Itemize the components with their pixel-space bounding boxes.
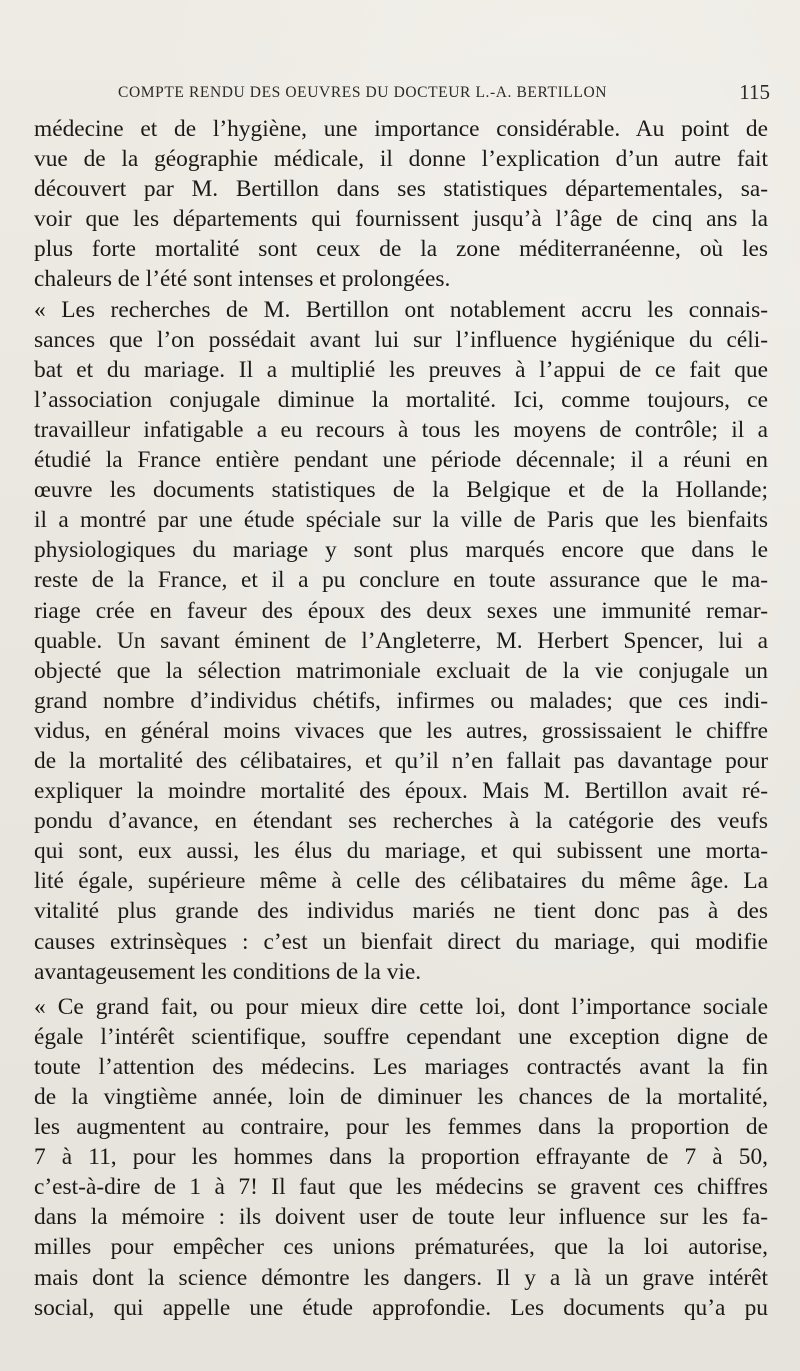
text-line: de la mortalité des célibataires, et qu’il n’en fallait pas davantage pour xyxy=(34,747,768,774)
text-line: étudié la France entière pendant une période décennale; il a réuni en xyxy=(34,447,768,474)
text-line: il a montré par une étude spéciale sur la ville de Paris que les bienfaits xyxy=(34,507,768,534)
text-line: œuvre les documents statistiques de la Belgique et de la Hollande; xyxy=(34,477,768,504)
page-number: 115 xyxy=(739,80,770,104)
text-line: social, qui appelle une étude approfondie. Les documents qu’a pu xyxy=(34,1294,768,1321)
text-line: physiologiques du mariage y sont plus marqués encore que dans le xyxy=(34,537,768,564)
text-line: vitalité plus grande des individus mariés ne tient donc pas à des xyxy=(34,898,768,925)
text-line: quable. Un savant éminent de l’Angleterre, M. Herbert Spencer, lui a xyxy=(34,627,768,654)
text-line: voir que les départements qui fournissent jusqu’à l’âge de cinq ans la xyxy=(34,206,768,233)
running-title: COMPTE RENDU DES OEUVRES DU DOCTEUR L.-A. BERTILLON xyxy=(118,84,608,101)
body-text xyxy=(34,114,768,1323)
text-line: c’est-à-dire de 1 à 7! Il faut que les médecins se gravent ces chiffres xyxy=(34,1174,768,1201)
paragraph xyxy=(34,114,768,295)
text-line: l’association conjugale diminue la mortalité. Ici, comme toujours, ce xyxy=(34,386,768,413)
text-line: égale l’intérêt scientifique, souffre cependant une exception digne de xyxy=(34,1023,768,1050)
text-line: bat et du mariage. Il a multiplié les preuves à l’appui de ce fait que xyxy=(34,356,768,383)
text-line: de la vingtième année, loin de diminuer les chances de la mortalité, xyxy=(34,1084,768,1110)
text-line: objecté que la sélection matrimoniale excluait de la vie conjugale un xyxy=(34,657,768,684)
text-line: « Ce grand fait, ou pour mieux dire cette loi, dont l’importance sociale xyxy=(34,993,768,1020)
text-line: qui sont, eux aussi, les élus du mariage, et qui subissent une morta- xyxy=(34,838,768,865)
running-header xyxy=(34,80,770,110)
text-line: causes extrinsèques : c’est un bienfait direct du mariage, qui modifie xyxy=(34,928,768,955)
text-line: expliquer la moindre mortalité des époux. Mais M. Bertillon avait ré- xyxy=(34,778,768,805)
text-line: travailleur infatigable a eu recours à tous les moyens de contrôle; il a xyxy=(34,416,768,443)
text-line: vidus, en général moins vivaces que les autres, grossissaient le chiffre xyxy=(34,717,768,744)
text-line: milles pour empêcher ces unions prématurées, que la loi autorise, xyxy=(34,1234,768,1261)
paragraph xyxy=(34,295,768,987)
text-line: médecine et de l’hygiène, une importance considérable. Au point de xyxy=(34,116,768,142)
text-line: grand nombre d’individus chétifs, infirmes ou malades; que ces indi- xyxy=(34,687,768,714)
text-line: vue de la géographie médicale, il donne l’explication d’un autre fait xyxy=(34,146,768,173)
text-line: sances que l’on possédait avant lui sur l’influence hygiénique du céli- xyxy=(34,326,768,353)
text-line: mais dont la science démontre les dangers. Il y a là un grave intérêt xyxy=(34,1264,768,1291)
text-line: reste de la France, et il a pu conclure en toute assurance que le ma- xyxy=(34,567,768,594)
text-line: découvert par M. Bertillon dans ses statistiques départementales, sa- xyxy=(34,176,768,203)
text-line: riage crée en faveur des époux des deux sexes une immunité remar- xyxy=(34,597,768,624)
text-line: dans la mémoire : ils doivent user de toute leur influence sur les fa- xyxy=(34,1204,768,1231)
text-line: plus forte mortalité sont ceux de la zone méditerranéenne, où les xyxy=(34,236,768,263)
text-line: toute l’attention des médecins. Les mariages contractés avant la fin xyxy=(34,1053,768,1080)
paragraph xyxy=(34,992,768,1323)
text-line: avantageusement les conditions de la vie. xyxy=(34,958,422,985)
text-line: chaleurs de l’été sont intenses et prolongées. xyxy=(34,266,451,293)
text-line: « Les recherches de M. Bertillon ont notablement accru les connais- xyxy=(34,296,768,323)
text-line: 7 à 11, pour les hommes dans la proportion effrayante de 7 à 50, xyxy=(34,1144,768,1171)
text-line: lité égale, supérieure même à celle des célibataires du même âge. La xyxy=(34,868,768,895)
text-line: pondu d’avance, en étendant ses recherches à la catégorie des veufs xyxy=(34,808,768,835)
text-line: les augmentent au contraire, pour les femmes dans la proportion de xyxy=(34,1114,768,1141)
